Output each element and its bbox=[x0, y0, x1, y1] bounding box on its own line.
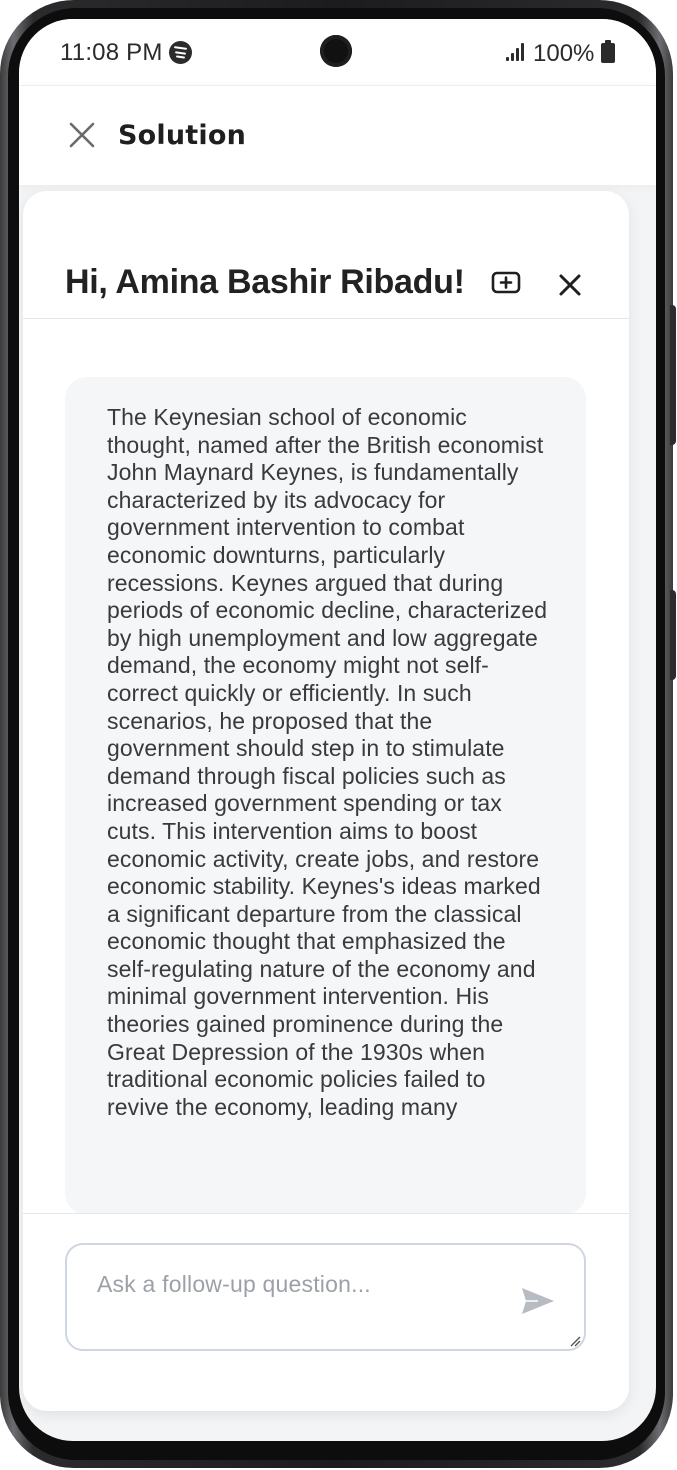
modal-close-icon[interactable] bbox=[554, 269, 586, 301]
battery-percent: 100% bbox=[533, 40, 595, 67]
follow-up-placeholder: Ask a follow-up question... bbox=[97, 1271, 371, 1297]
status-time: 11:08 PM bbox=[60, 39, 163, 66]
status-bar bbox=[19, 19, 656, 85]
close-icon[interactable] bbox=[63, 116, 101, 154]
screen bbox=[19, 19, 656, 1441]
send-icon[interactable] bbox=[520, 1285, 556, 1317]
app-header bbox=[19, 85, 656, 185]
front-camera bbox=[320, 35, 352, 67]
modal-header bbox=[23, 191, 629, 319]
signal-icon bbox=[506, 43, 526, 61]
new-chat-icon[interactable] bbox=[491, 271, 521, 295]
volume-button bbox=[670, 305, 676, 445]
battery-icon bbox=[601, 43, 615, 63]
follow-up-area bbox=[23, 1213, 629, 1411]
resize-handle-icon[interactable] bbox=[569, 1334, 581, 1346]
chat-modal bbox=[23, 191, 629, 1411]
greeting-title: Hi, Amina Bashir Ribadu! bbox=[65, 263, 465, 301]
spotify-icon bbox=[169, 41, 192, 64]
answer-bubble bbox=[65, 377, 586, 1215]
answer-text: The Keynesian school of economic thought, named after the British economist John Maynard Keynes, is fundamentally characterized by its advocacy for government intervention to combat economic downturns, particularly recessions. Keynes argued that during periods of economic decline, characterized by high unemployment and low aggregate demand, the economy might not self-correct quickly or efficiently. In such scenarios, he proposed that the government should step in to stimulate demand through fiscal policies such as increased government spending or tax cuts. This intervention aims to boost economic activity, create jobs, and restore economic stability. Keynes's ideas marked a significant departure from the classical economic thought that emphasized the self-regulating nature of the economy and minimal government intervention. His theories gained prominence during the Great Depression of the 1930s when traditional economic policies failed to revive the economy, leading many bbox=[107, 404, 548, 1120]
power-button bbox=[670, 590, 676, 680]
page-title: Solution bbox=[118, 120, 247, 151]
follow-up-input[interactable] bbox=[65, 1243, 586, 1351]
